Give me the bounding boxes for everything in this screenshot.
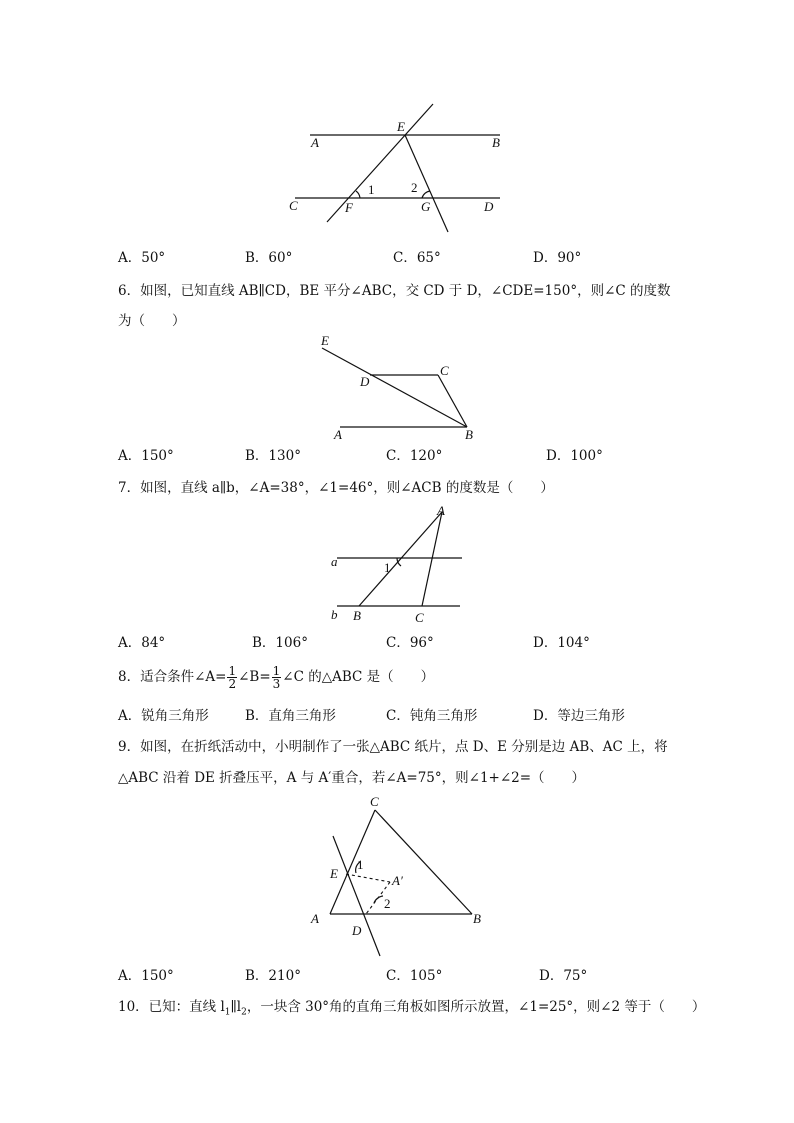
q9-option-d[interactable]: D．75° <box>539 968 588 984</box>
q8-prefix: 8．适合条件∠A= <box>118 669 227 685</box>
q10-question-line1: 10．已知：直线 $l_1\parallel l_2$，一块含 30°角的直角三角板如图所示放置，∠1=25°，则∠2 等于（ ） <box>118 999 706 1018</box>
q5-label-D: D <box>484 199 494 214</box>
q7-label-C: C <box>415 610 424 625</box>
q7-label-A: A <box>437 503 445 518</box>
q5-option-a[interactable]: A．50° <box>118 250 166 266</box>
q5-label-B: B <box>492 135 500 150</box>
q7-question-line1: 7．如图，直线 a∥b，∠A=38°，∠1=46°，则∠ACB 的度数是（ ） <box>118 480 554 496</box>
q9-angle-1: 1 <box>357 857 364 872</box>
q9-label-A: A <box>311 911 319 926</box>
q8-suffix: ∠C 的△ABC 是（ ） <box>282 669 435 685</box>
q9-question-line2: △ABC 沿着 DE 折叠压平，A 与 A′重合，若∠A=75°，则∠1+∠2=（ ） <box>118 770 586 786</box>
q9-label-D: D <box>352 923 362 938</box>
q9-label-C: C <box>370 794 379 809</box>
q6-figure <box>310 330 490 445</box>
q5-option-d[interactable]: D．90° <box>533 250 582 266</box>
q6-question-line2: 为（ ） <box>118 313 186 329</box>
q5-label-F: F <box>345 200 353 215</box>
q9-label-B: B <box>473 911 481 926</box>
q7-angle-1: 1 <box>384 560 391 575</box>
q7-figure <box>325 500 475 630</box>
q9-label-Aprime: A′ <box>392 873 403 888</box>
q8-option-a[interactable]: A．锐角三角形 <box>118 708 209 724</box>
q9-angle-2: 2 <box>384 896 391 911</box>
q8-question <box>118 664 434 690</box>
q5-figure <box>280 100 520 240</box>
q8-option-c[interactable]: C．钝角三角形 <box>386 708 478 724</box>
q7-option-d[interactable]: D．104° <box>533 635 590 651</box>
q7-label-a: a <box>331 554 338 569</box>
q7-label-b: b <box>331 607 338 622</box>
q9-label-E: E <box>330 866 338 881</box>
q6-option-a[interactable]: A．150° <box>118 448 174 464</box>
q6-option-c[interactable]: C．120° <box>386 448 443 464</box>
q5-label-C: C <box>289 198 298 213</box>
q7-label-B: B <box>353 608 361 623</box>
q6-option-d[interactable]: D．100° <box>546 448 603 464</box>
q8-fraction-2: $\frac{1}{3}$ <box>272 664 281 691</box>
q6-label-B: B <box>465 427 473 442</box>
q5-label-G: G <box>421 199 431 214</box>
q9-question-line1: 9．如图，在折纸活动中，小明制作了一张△ABC 纸片，点 D、E 分别是边 AB、AC 上，将 <box>118 739 668 755</box>
q6-label-D: D <box>360 374 370 389</box>
q9-option-a[interactable]: A．150° <box>118 968 174 984</box>
q5-label-E: E <box>397 119 405 134</box>
q8-fraction-1: $\frac{1}{2}$ <box>228 664 237 691</box>
q8-mid: ∠B= <box>238 669 271 685</box>
q7-option-c[interactable]: C．96° <box>386 635 434 651</box>
q9-figure <box>300 790 500 965</box>
q8-option-b[interactable]: B．直角三角形 <box>245 708 336 724</box>
q6-question-line1: 6．如图，已知直线 AB∥CD，BE 平分∠ABC，交 CD 于 D，∠CDE=150°，则∠C 的度数 <box>118 283 671 299</box>
q5-angle-2: 2 <box>411 180 418 195</box>
q8-option-d[interactable]: D．等边三角形 <box>533 708 625 724</box>
q6-label-C: C <box>440 363 449 378</box>
q5-angle-1: 1 <box>368 182 375 197</box>
q5-option-c[interactable]: C．65° <box>393 250 441 266</box>
q6-label-A: A <box>334 427 342 442</box>
q5-option-b[interactable]: B．60° <box>245 250 293 266</box>
q6-label-E: E <box>321 333 329 348</box>
q9-option-b[interactable]: B．210° <box>245 968 301 984</box>
q7-option-a[interactable]: A．84° <box>118 635 166 651</box>
q5-label-A: A <box>311 135 319 150</box>
q9-option-c[interactable]: C．105° <box>386 968 443 984</box>
q6-option-b[interactable]: B．130° <box>245 448 301 464</box>
q7-option-b[interactable]: B．106° <box>252 635 308 651</box>
